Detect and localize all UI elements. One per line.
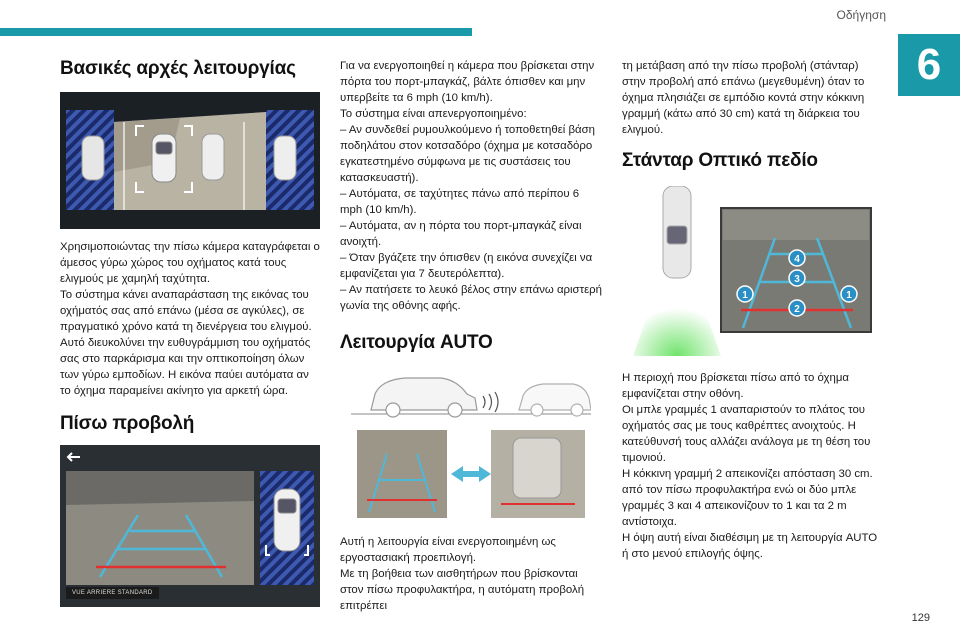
section-title: Οδήγηση xyxy=(836,8,886,22)
car-side-icon xyxy=(371,378,477,417)
deactivated-item-5: – Αν πατήσετε το λευκό βέλος στην επάνω αριστερή γωνία της οθόνης αφής. xyxy=(340,284,602,312)
auto-mode-diagram xyxy=(351,364,591,522)
callout-1-right xyxy=(841,286,857,302)
std-para-2: Οι μπλε γραμμές 1 αναπαριστούν το πλάτος του οχήματός σας με τους καθρέπτες ανοιχτούς. Η κατεύθυνσή τους αλλάζει ανάλογα με τη θέση του τιμονιού. xyxy=(622,404,871,464)
car-icon-center xyxy=(152,134,176,182)
auto-continued-para: τη μετάβαση από την πίσω προβολή (στάνταρ) στην προβολή από επάνω (μεγεθυμένη) όταν το όχημα πλησιάζει σε εμπόδιο κοντά στην κόκκινη γραμμή (κάτω από 30 cm) κατά τη διάρκεια του ελιγμού. xyxy=(622,60,865,136)
std-para-3: Η κόκκινη γραμμή 2 απεικονίζει απόσταση 30 cm. από τον πίσω προφυλακτήρα ενώ οι δύο μπλε γραμμές 3 και 4 απεικονίζουν το 1 και τα 2 m αντίστοιχα. xyxy=(622,468,873,528)
svg-text:3: 3 xyxy=(794,274,800,285)
heading-rear-view: Πίσω προβολή xyxy=(60,413,195,434)
heading-standard-view: Στάνταρ Οπτικό πεδίο xyxy=(622,150,818,171)
camera-split-image xyxy=(60,92,320,229)
svg-text:1: 1 xyxy=(742,290,748,301)
car-top-icon xyxy=(663,186,691,278)
column-1 xyxy=(60,58,322,607)
rear-view-screen-image xyxy=(60,445,320,607)
header-accent-bar xyxy=(0,28,472,36)
callout-2 xyxy=(789,300,805,316)
callout-4 xyxy=(789,250,805,266)
basic-para-3: Αυτό διευκολύνει την ευθυγράμμιση του οχήματός σας στο παρκάρισμα και την οπτικοποίηση όλων των γύρω εμποδίων. Η εικόνα παύει αυτόματα αν το όχημα παραμείνει ακίνητο για αρκετή ώρα. xyxy=(60,337,311,397)
chapter-number: 6 xyxy=(898,34,960,96)
svg-text:4: 4 xyxy=(794,254,800,265)
deactivated-item-3: – Αυτόματα, αν η πόρτα του πορτ-μπαγκάζ είναι ανοιχτή. xyxy=(340,220,582,248)
deactivated-item-4: – Όταν βγάζετε την όπισθεν (η εικόνα συνεχίζει να εμφανίζεται για 7 δευτερόλεπτα). xyxy=(340,252,593,280)
car-icon-left xyxy=(82,136,104,180)
deactivated-intro: Το σύστημα είναι απενεργοποιημένο: xyxy=(340,108,527,120)
auto-para-2: Με τη βοήθεια των αισθητήρων που βρίσκονται στον πίσω προφυλακτήρα, η αυτόματη προβολή επιτρέπει xyxy=(340,568,585,612)
callout-1-left xyxy=(737,286,753,302)
basic-para-2: Το σύστημα κάνει αναπαράσταση της εικόνας του οχήματός σας από επάνω (μέσα σε αγκύλες), σε πραγματικό χρόνο κατά τη διενέργεια του ελιγμού. xyxy=(60,289,312,333)
svg-text:2: 2 xyxy=(794,304,800,315)
double-arrow-icon xyxy=(451,466,491,482)
activation-para: Για να ενεργοποιηθεί η κάμερα που βρίσκεται στην πόρτα του πορτ-μπαγκάζ, βάλτε όπισθεν και μην υπερβείτε τα 6 mph (10 km/h). xyxy=(340,60,595,104)
deactivated-item-1: – Αν συνδεθεί ρυμουλκούμενο ή τοποθετηθεί βάση ποδηλάτου στον κοτσαδόρο (όχημα με κοτσαδόρο εγκατεστημένο σύμφωνα με τις συστάσεις του κατασκευαστή). xyxy=(340,124,595,184)
auto-para-1: Αυτή η λειτουργία είναι ενεργοποιημένη ως εργοστασιακή προεπιλογή. xyxy=(340,536,556,564)
heading-auto-mode: Λειτουργία AUTO xyxy=(340,332,493,353)
callout-3 xyxy=(789,270,805,286)
std-para-1: Η περιοχή που βρίσκεται πίσω από το όχημα εμφανίζεται στην οθόνη. xyxy=(622,372,850,400)
view-mode-label: VUE ARRIERE STANDARD xyxy=(66,587,159,599)
svg-text:1: 1 xyxy=(846,290,852,301)
column-3 xyxy=(622,58,884,562)
basic-para-1: Χρησιμοποιώντας την πίσω κάμερα καταγράφεται ο άμεσος γύρω χώρος του οχήματος κατά τους ελιγμούς με χαμηλή ταχύτητα. xyxy=(60,241,320,285)
page-number: 129 xyxy=(911,612,930,624)
deactivated-item-2: – Αυτόματα, σε ταχύτητες πάνω από περίπου 6 mph (10 km/h). xyxy=(340,188,580,216)
car-top-icon xyxy=(274,489,300,551)
standard-view-diagram xyxy=(633,186,873,356)
heading-basic-principles: Βασικές αρχές λειτουργίας xyxy=(60,58,296,79)
parked-car-icon xyxy=(519,384,591,416)
std-para-4: Η όψη αυτή είναι διαθέσιμη με τη λειτουργία AUTO ή στο μενού επιλογής όψης. xyxy=(622,532,878,560)
sensor-waves-icon xyxy=(483,392,498,412)
column-2 xyxy=(340,58,602,614)
